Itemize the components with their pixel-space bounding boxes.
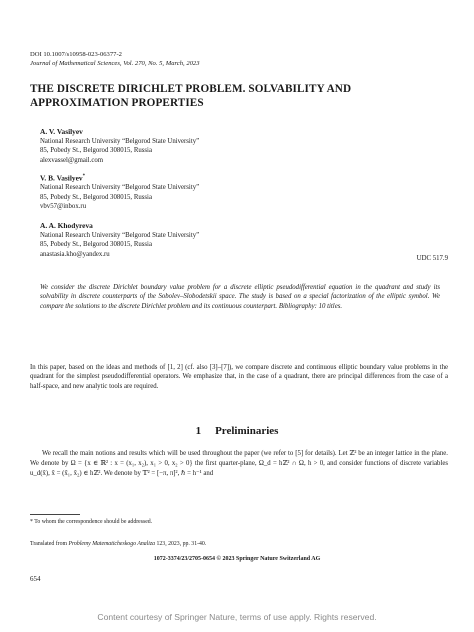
author-block-3 [40, 221, 400, 259]
doi-line: DOI 10.1007/s10958-023-06377-2 [30, 51, 122, 58]
author-affiliation: National Research University “Belgorod State University” [40, 184, 200, 192]
author-address: 85, Pobedy St., Belgorod 308015, Russia [40, 241, 152, 249]
page-number: 654 [30, 575, 41, 583]
paper-title: THE DISCRETE DIRICHLET PROBLEM. SOLVABILITY AND APPROXIMATION PROPERTIES [30, 83, 352, 109]
section-number: 1 [195, 425, 202, 437]
courtesy-notice: Content courtesy of Springer Nature, terms of use apply. Rights reserved. [97, 612, 377, 622]
author-affiliation: National Research University “Belgorod State University” [40, 231, 200, 239]
corresponding-marker: * [82, 174, 86, 179]
author-address: 85, Pobedy St., Belgorod 308015, Russia [40, 147, 152, 155]
translation-details: 123, 2023, pp. 31-40. [155, 541, 207, 547]
footnote-rule [30, 514, 80, 515]
journal-line: Journal of Mathematical Sciences, Vol. 270, No. 5, March, 2023 [30, 60, 200, 67]
author-name: A. V. Vasilyev [40, 127, 83, 136]
issn-copyright: 1072-3374/23/2705-0654 © 2023 Springer Nature Switzerland AG [153, 556, 321, 562]
abstract-text: We consider the discrete Dirichlet boundary value problem for a discrete elliptic pseudodifferential equation in the quadrant and study its solvability in discrete counterparts of the Sobolev–Slobodetskii space. The study is based on a special factorization of the elliptic symbol. We compare the solutions to the discrete Dirichlet problem and its continuous counterpart. [40, 284, 442, 310]
section-heading [0, 425, 474, 437]
translation-note [30, 540, 448, 548]
footnote: * To whom the correspondence should be addressed. [30, 519, 153, 525]
section-title: Preliminaries [215, 425, 279, 437]
author-name-text: V. B. Vasilyev [40, 173, 83, 183]
article-header [30, 50, 200, 68]
author-email: anastasia.kho@yandex.ru [40, 250, 110, 258]
author-email: alexvassel@gmail.com [40, 156, 104, 164]
intro-paragraph: In this paper, based on the ideas and methods of [1, 2] (cf. also [3]–[7]), we compare discrete and continuous elliptic boundary value problems in the quadrant for the simplest pseudodifferential operators. We emphasize that, in the case of a quadrant, there are principal differences from the case of a half-space, and new analytic tools are required. [30, 364, 448, 390]
author-block-2 [40, 172, 400, 212]
author-name [40, 172, 400, 183]
translation-prefix: Translated from [30, 541, 69, 547]
preliminaries-paragraph: We recall the main notions and results which will be used throughout the paper (we refer to [5] for details). Let ℤ² be an integer lattice in the plane. We denote by Ω = {x ∈ ℝ² : x = (x₁, x₂), x₁ > 0, x₂ > 0} the first quarter-plane, Ω_d = hℤ² ∩ Ω, h > 0, and consider functions of discrete variables u_d(x̃), x̃ = (x̃₁, x̃₂) ∈ hℤ². We denote by 𝕋² = [−π, π]², ℏ = h⁻¹ and [30, 450, 448, 477]
author-affiliation: National Research University “Belgorod State University” [40, 137, 200, 145]
author-address: 85, Pobedy St., Belgorod 308015, Russia [40, 193, 152, 201]
translation-source: Problemy Matematicheskogo Analiza [68, 541, 156, 547]
abstract-bibliography: Bibliography: 10 titles. [278, 302, 343, 310]
udc-code: UDC 517.9 [416, 255, 448, 262]
abstract [40, 283, 440, 311]
author-name: A. A. Khodyreva [40, 221, 93, 230]
author-block-1 [40, 127, 400, 165]
author-email: vbv57@inbox.ru [40, 203, 87, 211]
